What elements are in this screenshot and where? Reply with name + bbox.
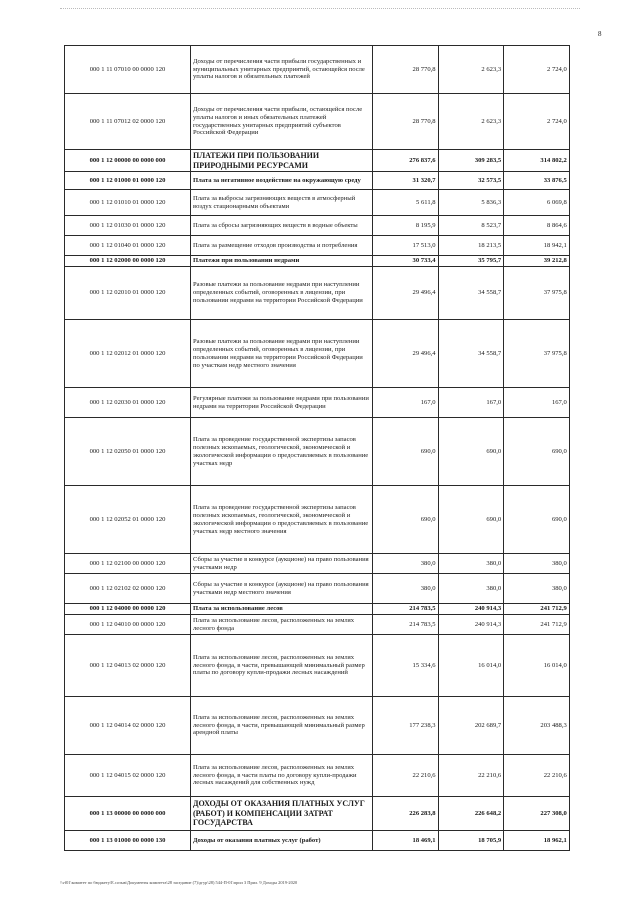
amount-cell-2: 226 648,2 bbox=[438, 797, 504, 831]
amount-cell-2: 240 914,3 bbox=[438, 604, 504, 615]
budget-code-cell: 000 1 12 01010 01 0000 120 bbox=[65, 190, 191, 216]
budget-code-cell: 000 1 12 02050 01 0000 120 bbox=[65, 418, 191, 486]
revenue-name-cell: ПЛАТЕЖИ ПРИ ПОЛЬЗОВАНИИ ПРИРОДНЫМИ РЕСУРСАМИ bbox=[191, 150, 373, 172]
amount-cell-3: 22 210,6 bbox=[504, 755, 570, 797]
amount-cell-1: 214 783,5 bbox=[373, 615, 439, 635]
amount-cell-3: 690,0 bbox=[504, 418, 570, 486]
amount-cell-1: 28 770,8 bbox=[373, 46, 439, 94]
budget-code-cell: 000 1 11 07012 02 0000 120 bbox=[65, 94, 191, 150]
amount-cell-1: 276 837,6 bbox=[373, 150, 439, 172]
amount-cell-2: 34 558,7 bbox=[438, 267, 504, 320]
amount-cell-3: 6 069,8 bbox=[504, 190, 570, 216]
revenue-name-cell: Доходы от перечисления части прибыли, остающейся после уплаты налогов и иных обязательных платежей государственных унитарных предприятий субъектов Российской Федерации bbox=[191, 94, 373, 150]
amount-cell-3: 16 014,0 bbox=[504, 635, 570, 697]
amount-cell-2: 2 623,3 bbox=[438, 46, 504, 94]
amount-cell-2: 2 623,3 bbox=[438, 94, 504, 150]
amount-cell-1: 31 320,7 bbox=[373, 172, 439, 190]
table-row bbox=[65, 190, 570, 216]
revenue-name-cell: Плата за использование лесов, расположенных на землях лесного фонда, в части, превышающей минимальный размер арендной платы bbox=[191, 697, 373, 755]
amount-cell-3: 2 724,0 bbox=[504, 94, 570, 150]
amount-cell-2: 22 210,6 bbox=[438, 755, 504, 797]
amount-cell-3: 37 975,8 bbox=[504, 267, 570, 320]
amount-cell-3: 690,0 bbox=[504, 486, 570, 554]
amount-cell-1: 15 334,6 bbox=[373, 635, 439, 697]
revenue-name-cell: Плата за негативное воздействие на окружающую среду bbox=[191, 172, 373, 190]
amount-cell-1: 690,0 bbox=[373, 486, 439, 554]
amount-cell-2: 16 014,0 bbox=[438, 635, 504, 697]
revenue-name-cell: Плата за использование лесов, расположенных на землях лесного фонда, в части платы по договору купли-продажи лесных насаждений для собственных нужд bbox=[191, 755, 373, 797]
budget-code-cell: 000 1 12 01000 01 0000 120 bbox=[65, 172, 191, 190]
amount-cell-3: 380,0 bbox=[504, 574, 570, 604]
amount-cell-1: 690,0 bbox=[373, 418, 439, 486]
budget-code-cell: 000 1 12 02100 00 0000 120 bbox=[65, 554, 191, 574]
amount-cell-1: 8 195,9 bbox=[373, 216, 439, 236]
amount-cell-3: 167,0 bbox=[504, 388, 570, 418]
amount-cell-1: 17 513,0 bbox=[373, 236, 439, 256]
amount-cell-2: 18 705,9 bbox=[438, 831, 504, 851]
revenue-name-cell: ДОХОДЫ ОТ ОКАЗАНИЯ ПЛАТНЫХ УСЛУГ (РАБОТ) И КОМПЕНСАЦИИ ЗАТРАТ ГОСУДАРСТВА bbox=[191, 797, 373, 831]
budget-code-cell: 000 1 12 04010 00 0000 120 bbox=[65, 615, 191, 635]
revenue-name-cell: Плата за использование лесов bbox=[191, 604, 373, 615]
amount-cell-2: 18 213,5 bbox=[438, 236, 504, 256]
table-row bbox=[65, 236, 570, 256]
amount-cell-3: 33 876,5 bbox=[504, 172, 570, 190]
amount-cell-3: 227 308,0 bbox=[504, 797, 570, 831]
budget-code-cell: 000 1 12 02000 00 0000 120 bbox=[65, 256, 191, 267]
revenue-name-cell: Сборы за участие в конкурсе (аукционе) на право пользования участками недр bbox=[191, 554, 373, 574]
revenue-name-cell: Доходы от оказания платных услуг (работ) bbox=[191, 831, 373, 851]
amount-cell-3: 8 864,6 bbox=[504, 216, 570, 236]
revenue-name-cell: Платежи при пользовании недрами bbox=[191, 256, 373, 267]
amount-cell-2: 309 283,5 bbox=[438, 150, 504, 172]
table-row bbox=[65, 574, 570, 604]
revenue-name-cell: Плата за использование лесов, расположенных на землях лесного фонда bbox=[191, 615, 373, 635]
revenue-name-cell: Плата за использование лесов, расположенных на землях лесного фонда, в части, превышающей минимальный размер платы по договору купли-продажи лесных насаждений bbox=[191, 635, 373, 697]
amount-cell-1: 22 210,6 bbox=[373, 755, 439, 797]
revenue-name-cell: Плата за сбросы загрязняющих веществ в водные объекты bbox=[191, 216, 373, 236]
amount-cell-2: 34 558,7 bbox=[438, 320, 504, 388]
amount-cell-2: 690,0 bbox=[438, 418, 504, 486]
budget-code-cell: 000 1 12 02010 01 0000 120 bbox=[65, 267, 191, 320]
amount-cell-2: 167,0 bbox=[438, 388, 504, 418]
budget-code-cell: 000 1 12 02102 02 0000 120 bbox=[65, 574, 191, 604]
amount-cell-1: 30 733,4 bbox=[373, 256, 439, 267]
revenue-name-cell: Плата за проведение государственной экспертизы запасов полезных ископаемых, геологической, экономической и экологической информации о предоставляемых в пользование участках недр местного значения bbox=[191, 486, 373, 554]
budget-code-cell: 000 1 13 01000 00 0000 130 bbox=[65, 831, 191, 851]
amount-cell-3: 380,0 bbox=[504, 554, 570, 574]
table-row bbox=[65, 256, 570, 267]
revenue-name-cell: Разовые платежи за пользование недрами при наступлении определенных событий, оговоренных в лицензии, при пользовании недрами на территории Российской Федерации по участкам недр местного значения bbox=[191, 320, 373, 388]
amount-cell-3: 37 975,8 bbox=[504, 320, 570, 388]
budget-code-cell: 000 1 12 02030 01 0000 120 bbox=[65, 388, 191, 418]
table-row bbox=[65, 486, 570, 554]
amount-cell-1: 226 283,8 bbox=[373, 797, 439, 831]
amount-cell-1: 29 496,4 bbox=[373, 267, 439, 320]
amount-cell-1: 177 238,3 bbox=[373, 697, 439, 755]
amount-cell-3: 203 488,3 bbox=[504, 697, 570, 755]
revenue-name-cell: Плата за проведение государственной экспертизы запасов полезных ископаемых, геологической, экономической и экологической информации о предоставляемых в пользование участках недр bbox=[191, 418, 373, 486]
amount-cell-1: 29 496,4 bbox=[373, 320, 439, 388]
table-row bbox=[65, 150, 570, 172]
amount-cell-1: 28 770,8 bbox=[373, 94, 439, 150]
amount-cell-2: 240 914,3 bbox=[438, 615, 504, 635]
amount-cell-3: 314 802,2 bbox=[504, 150, 570, 172]
amount-cell-3: 18 942,1 bbox=[504, 236, 570, 256]
table-row bbox=[65, 46, 570, 94]
table-row bbox=[65, 388, 570, 418]
amount-cell-1: 5 611,8 bbox=[373, 190, 439, 216]
page-number: 8 bbox=[598, 30, 602, 38]
amount-cell-2: 380,0 bbox=[438, 574, 504, 604]
budget-code-cell: 000 1 11 07010 00 0000 120 bbox=[65, 46, 191, 94]
amount-cell-2: 8 523,7 bbox=[438, 216, 504, 236]
amount-cell-3: 2 724,0 bbox=[504, 46, 570, 94]
amount-cell-2: 202 689,7 bbox=[438, 697, 504, 755]
amount-cell-2: 690,0 bbox=[438, 486, 504, 554]
table-row bbox=[65, 635, 570, 697]
budget-code-cell: 000 1 13 00000 00 0000 000 bbox=[65, 797, 191, 831]
budget-code-cell: 000 1 12 01040 01 0000 120 bbox=[65, 236, 191, 256]
table-row bbox=[65, 604, 570, 615]
table-row bbox=[65, 267, 570, 320]
amount-cell-1: 214 783,5 bbox=[373, 604, 439, 615]
table-row bbox=[65, 216, 570, 236]
table-row bbox=[65, 94, 570, 150]
budget-code-cell: 000 1 12 04015 02 0000 120 bbox=[65, 755, 191, 797]
revenue-name-cell: Сборы за участие в конкурсе (аукционе) на право пользования участками недр местного значения bbox=[191, 574, 373, 604]
revenue-table-body bbox=[65, 46, 570, 851]
amount-cell-2: 32 573,5 bbox=[438, 172, 504, 190]
budget-code-cell: 000 1 12 04014 02 0000 120 bbox=[65, 697, 191, 755]
budget-code-cell: 000 1 12 04013 02 0000 120 bbox=[65, 635, 191, 697]
amount-cell-1: 380,0 bbox=[373, 574, 439, 604]
amount-cell-3: 39 212,8 bbox=[504, 256, 570, 267]
table-row bbox=[65, 797, 570, 831]
amount-cell-1: 18 469,1 bbox=[373, 831, 439, 851]
amount-cell-2: 380,0 bbox=[438, 554, 504, 574]
revenue-name-cell: Разовые платежи за пользование недрами при наступлении определенных событий, оговоренных в лицензии, при пользовании недрами на территории Российской Федерации bbox=[191, 267, 373, 320]
table-row bbox=[65, 615, 570, 635]
table-row bbox=[65, 554, 570, 574]
table-row bbox=[65, 172, 570, 190]
amount-cell-2: 5 836,3 bbox=[438, 190, 504, 216]
budget-code-cell: 000 1 12 00000 00 0000 000 bbox=[65, 150, 191, 172]
amount-cell-3: 241 712,9 bbox=[504, 615, 570, 635]
revenue-name-cell: Плата за выбросы загрязняющих веществ в атмосферный воздух стационарными объектами bbox=[191, 190, 373, 216]
budget-code-cell: 000 1 12 01030 01 0000 120 bbox=[65, 216, 191, 236]
revenue-name-cell: Плата за размещение отходов производства и потребления bbox=[191, 236, 373, 256]
revenue-name-cell: Доходы от перечисления части прибыли государственных и муниципальных унитарных предприятий, остающейся после уплаты налогов и обязательных платежей bbox=[191, 46, 373, 94]
budget-code-cell: 000 1 12 04000 00 0000 120 bbox=[65, 604, 191, 615]
table-row bbox=[65, 755, 570, 797]
table-row bbox=[65, 418, 570, 486]
scan-top-edge bbox=[60, 8, 580, 9]
budget-code-cell: 000 1 12 02012 01 0000 120 bbox=[65, 320, 191, 388]
amount-cell-3: 18 962,1 bbox=[504, 831, 570, 851]
footer-file-path: \\vf01\комитет по бюджету\Е.созыв\Документы комитета\28 заседание (7)\дгур\28) 544-П-01\прил 3 Прил. 9 Доходы 2019-2020 bbox=[60, 880, 298, 885]
amount-cell-1: 167,0 bbox=[373, 388, 439, 418]
budget-code-cell: 000 1 12 02052 01 0000 120 bbox=[65, 486, 191, 554]
amount-cell-2: 35 795,7 bbox=[438, 256, 504, 267]
amount-cell-3: 241 712,9 bbox=[504, 604, 570, 615]
revenue-table bbox=[64, 45, 570, 851]
revenue-name-cell: Регулярные платежи за пользование недрами при пользовании недрами на территории Российской Федерации bbox=[191, 388, 373, 418]
table-row bbox=[65, 320, 570, 388]
table-row bbox=[65, 697, 570, 755]
table-row bbox=[65, 831, 570, 851]
amount-cell-1: 380,0 bbox=[373, 554, 439, 574]
